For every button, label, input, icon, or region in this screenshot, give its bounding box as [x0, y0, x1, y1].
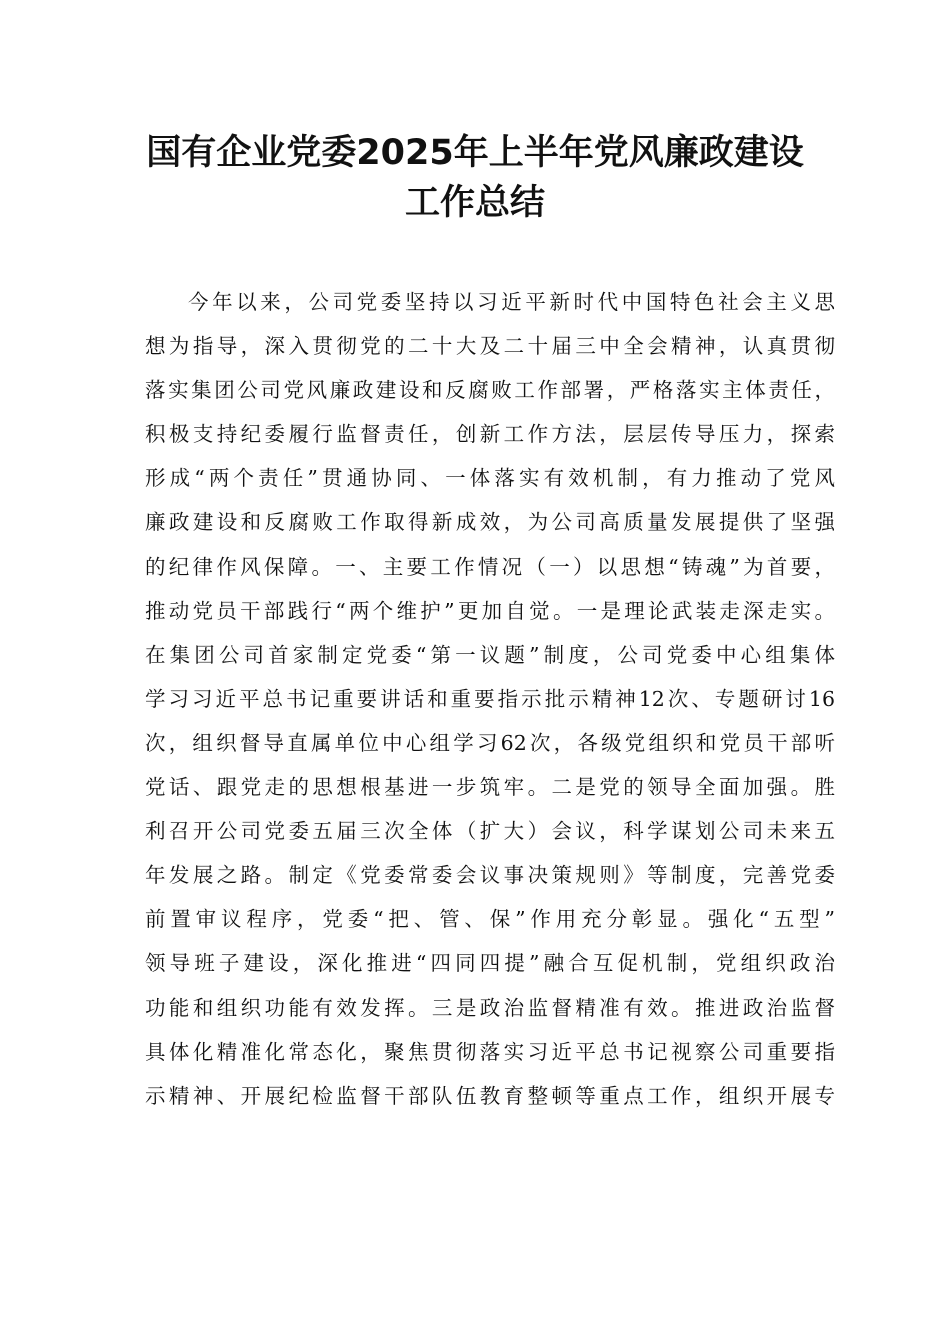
- body-line: 领导班子建设，深化推进“四同四提”融合互促机制，党组织政治: [145, 951, 835, 976]
- body-line: 廉政建设和反腐败工作取得新成效，为公司高质量发展提供了坚强: [145, 510, 835, 535]
- document-title: [100, 128, 850, 228]
- document-body: [145, 280, 835, 1118]
- body-line: 党话、跟党走的思想根基进一步筑牢。二是党的领导全面加强。胜: [145, 775, 835, 800]
- body-line: 年发展之路。制定《党委常委会议事决策规则》等制度，完善党委: [145, 863, 835, 888]
- body-line: 示精神、开展纪检监督干部队伍教育整顿等重点工作，组织开展专: [145, 1083, 835, 1108]
- body-line: 积极支持纪委履行监督责任，创新工作方法，层层传导压力，探索: [145, 422, 835, 447]
- body-line: 前置审议程序，党委“把、管、保”作用充分彰显。强化“五型”: [145, 907, 835, 932]
- body-line: 利召开公司党委五届三次全体（扩大）会议，科学谋划公司未来五: [145, 819, 835, 844]
- body-line: 的纪律作风保障。一、主要工作情况（一）以思想“铸魂”为首要，: [145, 554, 835, 579]
- body-line: 形成“两个责任”贯通协同、一体落实有效机制，有力推动了党风: [145, 466, 835, 491]
- body-line: 在集团公司首家制定党委“第一议题”制度，公司党委中心组集体: [145, 642, 835, 667]
- body-line: 落实集团公司党风廉政建设和反腐败工作部署，严格落实主体责任，: [145, 378, 835, 403]
- body-line: 次，组织督导直属单位中心组学习62次，各级党组织和党员干部听: [145, 730, 835, 755]
- body-line: 具体化精准化常态化，聚焦贯彻落实习近平总书记视察公司重要指: [145, 1039, 835, 1064]
- body-line: 想为指导，深入贯彻党的二十大及二十届三中全会精神，认真贯彻: [145, 334, 835, 359]
- body-line: 推动党员干部践行“两个维护”更加自觉。一是理论武装走深走实。: [145, 598, 835, 623]
- title-line-2: 工作总结: [404, 183, 545, 223]
- body-line: 学习习近平总书记重要讲话和重要指示批示精神12次、专题研讨16: [145, 686, 835, 711]
- body-line: 今年以来，公司党委坚持以习近平新时代中国特色社会主义思: [188, 290, 835, 314]
- title-line-1: 国有企业党委2025年上半年党风廉政建设: [146, 133, 804, 173]
- body-line: 功能和组织功能有效发挥。三是政治监督精准有效。推进政治监督: [145, 995, 835, 1020]
